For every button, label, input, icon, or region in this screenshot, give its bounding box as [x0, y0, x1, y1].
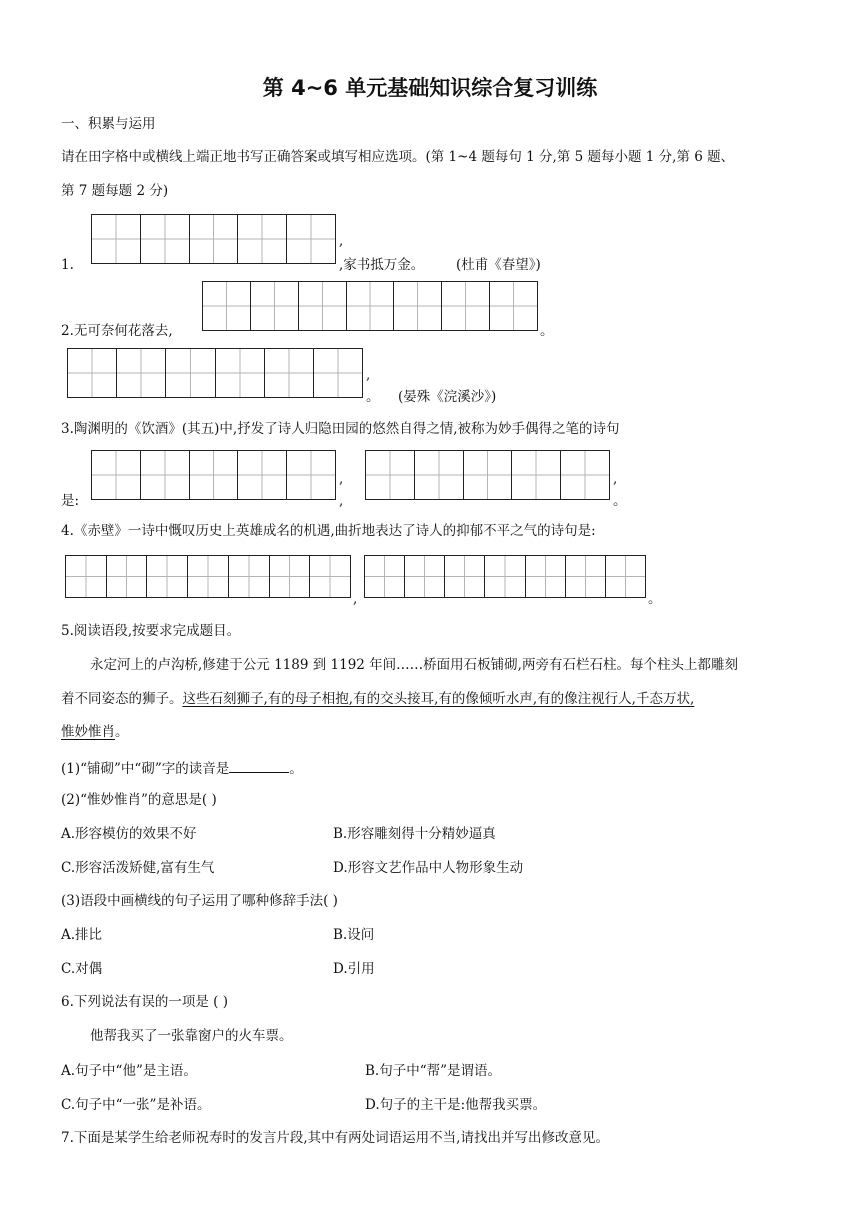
grid-cell[interactable]	[484, 556, 524, 597]
grid-cell[interactable]	[286, 215, 335, 263]
q4-comma: ,	[353, 591, 358, 607]
page-title: 第 4~6 单元基础知识综合复习训练	[262, 76, 598, 100]
grid-cell[interactable]	[116, 349, 165, 397]
section-heading: 一、积累与运用	[61, 116, 156, 132]
q3-comma-1: ,	[339, 471, 344, 487]
q5-sub3: (3)语段中画横线的句子运用了哪种修辞手法( )	[61, 893, 338, 909]
grid-cell[interactable]	[264, 349, 313, 397]
answer-grid-q3-part1[interactable]	[91, 450, 336, 500]
grid-cell[interactable]	[106, 556, 147, 597]
q1-text: ,家书抵万金。	[339, 257, 425, 273]
grid-cell[interactable]	[444, 556, 484, 597]
q5-sub2-option-d[interactable]: D.形容文艺作品中人物形象生动	[333, 860, 524, 876]
grid-cell[interactable]	[441, 282, 489, 330]
q6-option-d[interactable]: D.句子的主干是:他帮我买票。	[365, 1097, 547, 1113]
q6-option-b[interactable]: B.句子中“帮”是谓语。	[365, 1063, 502, 1079]
sub1-text: (1)“铺砌”中“砌”字的读音是	[61, 761, 230, 777]
grid-cell[interactable]	[250, 282, 298, 330]
instructions-line-1: 请在田字格中或横线上端正地书写正确答案或填写相应选项。(第 1~4 题每句 1 分,第 5 题每小题 1 分,第 6 题、	[61, 149, 735, 165]
q6-stem: 6.下列说法有误的一项是 ( )	[61, 994, 228, 1010]
q5-sub2-option-c[interactable]: C.形容活泼矫健,富有生气	[61, 860, 215, 876]
grid-cell[interactable]	[187, 556, 228, 597]
grid-cell[interactable]	[92, 451, 140, 499]
grid-cell[interactable]	[203, 282, 250, 330]
grid-cell[interactable]	[140, 451, 189, 499]
grid-cell[interactable]	[237, 451, 286, 499]
q1-comma: ,	[339, 233, 344, 249]
answer-grid-q2-line2[interactable]	[67, 348, 363, 398]
passage-underlined-end: 惟妙惟肖	[61, 724, 115, 740]
q5-sub1	[61, 758, 303, 778]
passage-plain: 着不同姿态的狮子。	[61, 691, 183, 707]
grid-cell[interactable]	[560, 451, 609, 499]
q2-period-1: 。	[540, 323, 554, 339]
grid-cell[interactable]	[393, 282, 441, 330]
grid-cell[interactable]	[165, 349, 214, 397]
q5-sub3-option-c[interactable]: C.对偶	[61, 961, 103, 977]
grid-cell[interactable]	[237, 215, 286, 263]
grid-cell[interactable]	[146, 556, 187, 597]
grid-cell[interactable]	[366, 451, 414, 499]
q2-prefix: 2.无可奈何花落去,	[61, 323, 173, 339]
q5-passage-line-3	[61, 723, 129, 741]
passage-underlined: 这些石刻狮子,有的母子相抱,有的交头接耳,有的像倾听水声,有的像注视行人,千态万状,	[182, 691, 695, 707]
q7-stem: 7.下面是某学生给老师祝寿时的发言片段,其中有两处词语运用不当,请找出并写出修改意见。	[61, 1130, 609, 1146]
q2-source: (晏殊《浣溪沙》)	[398, 389, 497, 405]
grid-cell[interactable]	[463, 451, 512, 499]
grid-cell[interactable]	[189, 215, 238, 263]
q6-sentence: 他帮我买了一张靠窗户的火车票。	[90, 1028, 293, 1044]
q5-sub2-option-a[interactable]: A.形容模仿的效果不好	[61, 826, 197, 842]
grid-cell[interactable]	[346, 282, 394, 330]
q3-comma-2: ,	[339, 493, 344, 509]
answer-grid-q4-part2[interactable]	[364, 555, 646, 598]
grid-cell[interactable]	[140, 215, 189, 263]
sub1-end: 。	[289, 761, 303, 777]
grid-cell[interactable]	[414, 451, 463, 499]
grid-cell[interactable]	[511, 451, 560, 499]
answer-grid-q3-part2[interactable]	[365, 450, 610, 500]
answer-grid-q1[interactable]	[91, 214, 336, 264]
q1-source: (杜甫《春望》)	[456, 257, 541, 273]
q1-number: 1.	[61, 257, 74, 273]
grid-cell[interactable]	[605, 556, 645, 597]
instructions-line-2: 第 7 题每题 2 分)	[61, 183, 169, 199]
grid-cell[interactable]	[365, 556, 404, 597]
grid-cell[interactable]	[66, 556, 106, 597]
q4-stem: 4.《赤壁》一诗中慨叹历史上英雄成名的机遇,曲折地表达了诗人的抑郁不平之气的诗句是:	[61, 523, 596, 539]
answer-grid-q4-part1[interactable]	[65, 555, 351, 598]
grid-cell[interactable]	[565, 556, 605, 597]
grid-cell[interactable]	[298, 282, 346, 330]
grid-cell[interactable]	[228, 556, 269, 597]
q6-option-c[interactable]: C.句子中“一张”是补语。	[61, 1097, 211, 1113]
answer-grid-q2-line1[interactable]	[202, 281, 538, 331]
passage-period: 。	[115, 724, 129, 740]
q5-sub3-option-a[interactable]: A.排比	[61, 927, 103, 943]
grid-cell[interactable]	[525, 556, 565, 597]
q3-end: 。	[613, 493, 627, 509]
grid-cell[interactable]	[404, 556, 444, 597]
grid-cell[interactable]	[286, 451, 335, 499]
grid-cell[interactable]	[309, 556, 350, 597]
q4-end: 。	[648, 591, 662, 607]
q5-sub3-option-d[interactable]: D.引用	[333, 961, 375, 977]
q2-end: 。	[366, 389, 380, 405]
grid-cell[interactable]	[92, 215, 140, 263]
grid-cell[interactable]	[68, 349, 116, 397]
q3-stem: 3.陶渊明的《饮酒》(其五)中,抒发了诗人归隐田园的悠然自得之情,被称为妙手偶得之笔的诗句	[61, 421, 620, 437]
q5-passage-line-1: 永定河上的卢沟桥,修建于公元 1189 到 1192 年间……桥面用石板铺砌,两旁有石栏石柱。每个柱头上都雕刻	[90, 657, 738, 673]
q3-comma-3: ,	[613, 471, 618, 487]
q3-prefix: 是:	[61, 493, 80, 509]
q5-sub3-option-b[interactable]: B.设问	[333, 927, 375, 943]
q6-option-a[interactable]: A.句子中“他”是主语。	[61, 1063, 197, 1079]
grid-cell[interactable]	[269, 556, 310, 597]
answer-blank[interactable]	[229, 758, 289, 773]
grid-cell[interactable]	[189, 451, 238, 499]
q5-passage-line-2	[61, 690, 694, 708]
grid-cell[interactable]	[489, 282, 537, 330]
grid-cell[interactable]	[313, 349, 362, 397]
q2-comma: ,	[366, 367, 371, 383]
grid-cell[interactable]	[215, 349, 264, 397]
q5-sub2-option-b[interactable]: B.形容雕刻得十分精妙逼真	[333, 826, 496, 842]
q5-sub2: (2)“惟妙惟肖”的意思是( )	[61, 792, 217, 808]
q5-stem: 5.阅读语段,按要求完成题目。	[61, 623, 241, 639]
